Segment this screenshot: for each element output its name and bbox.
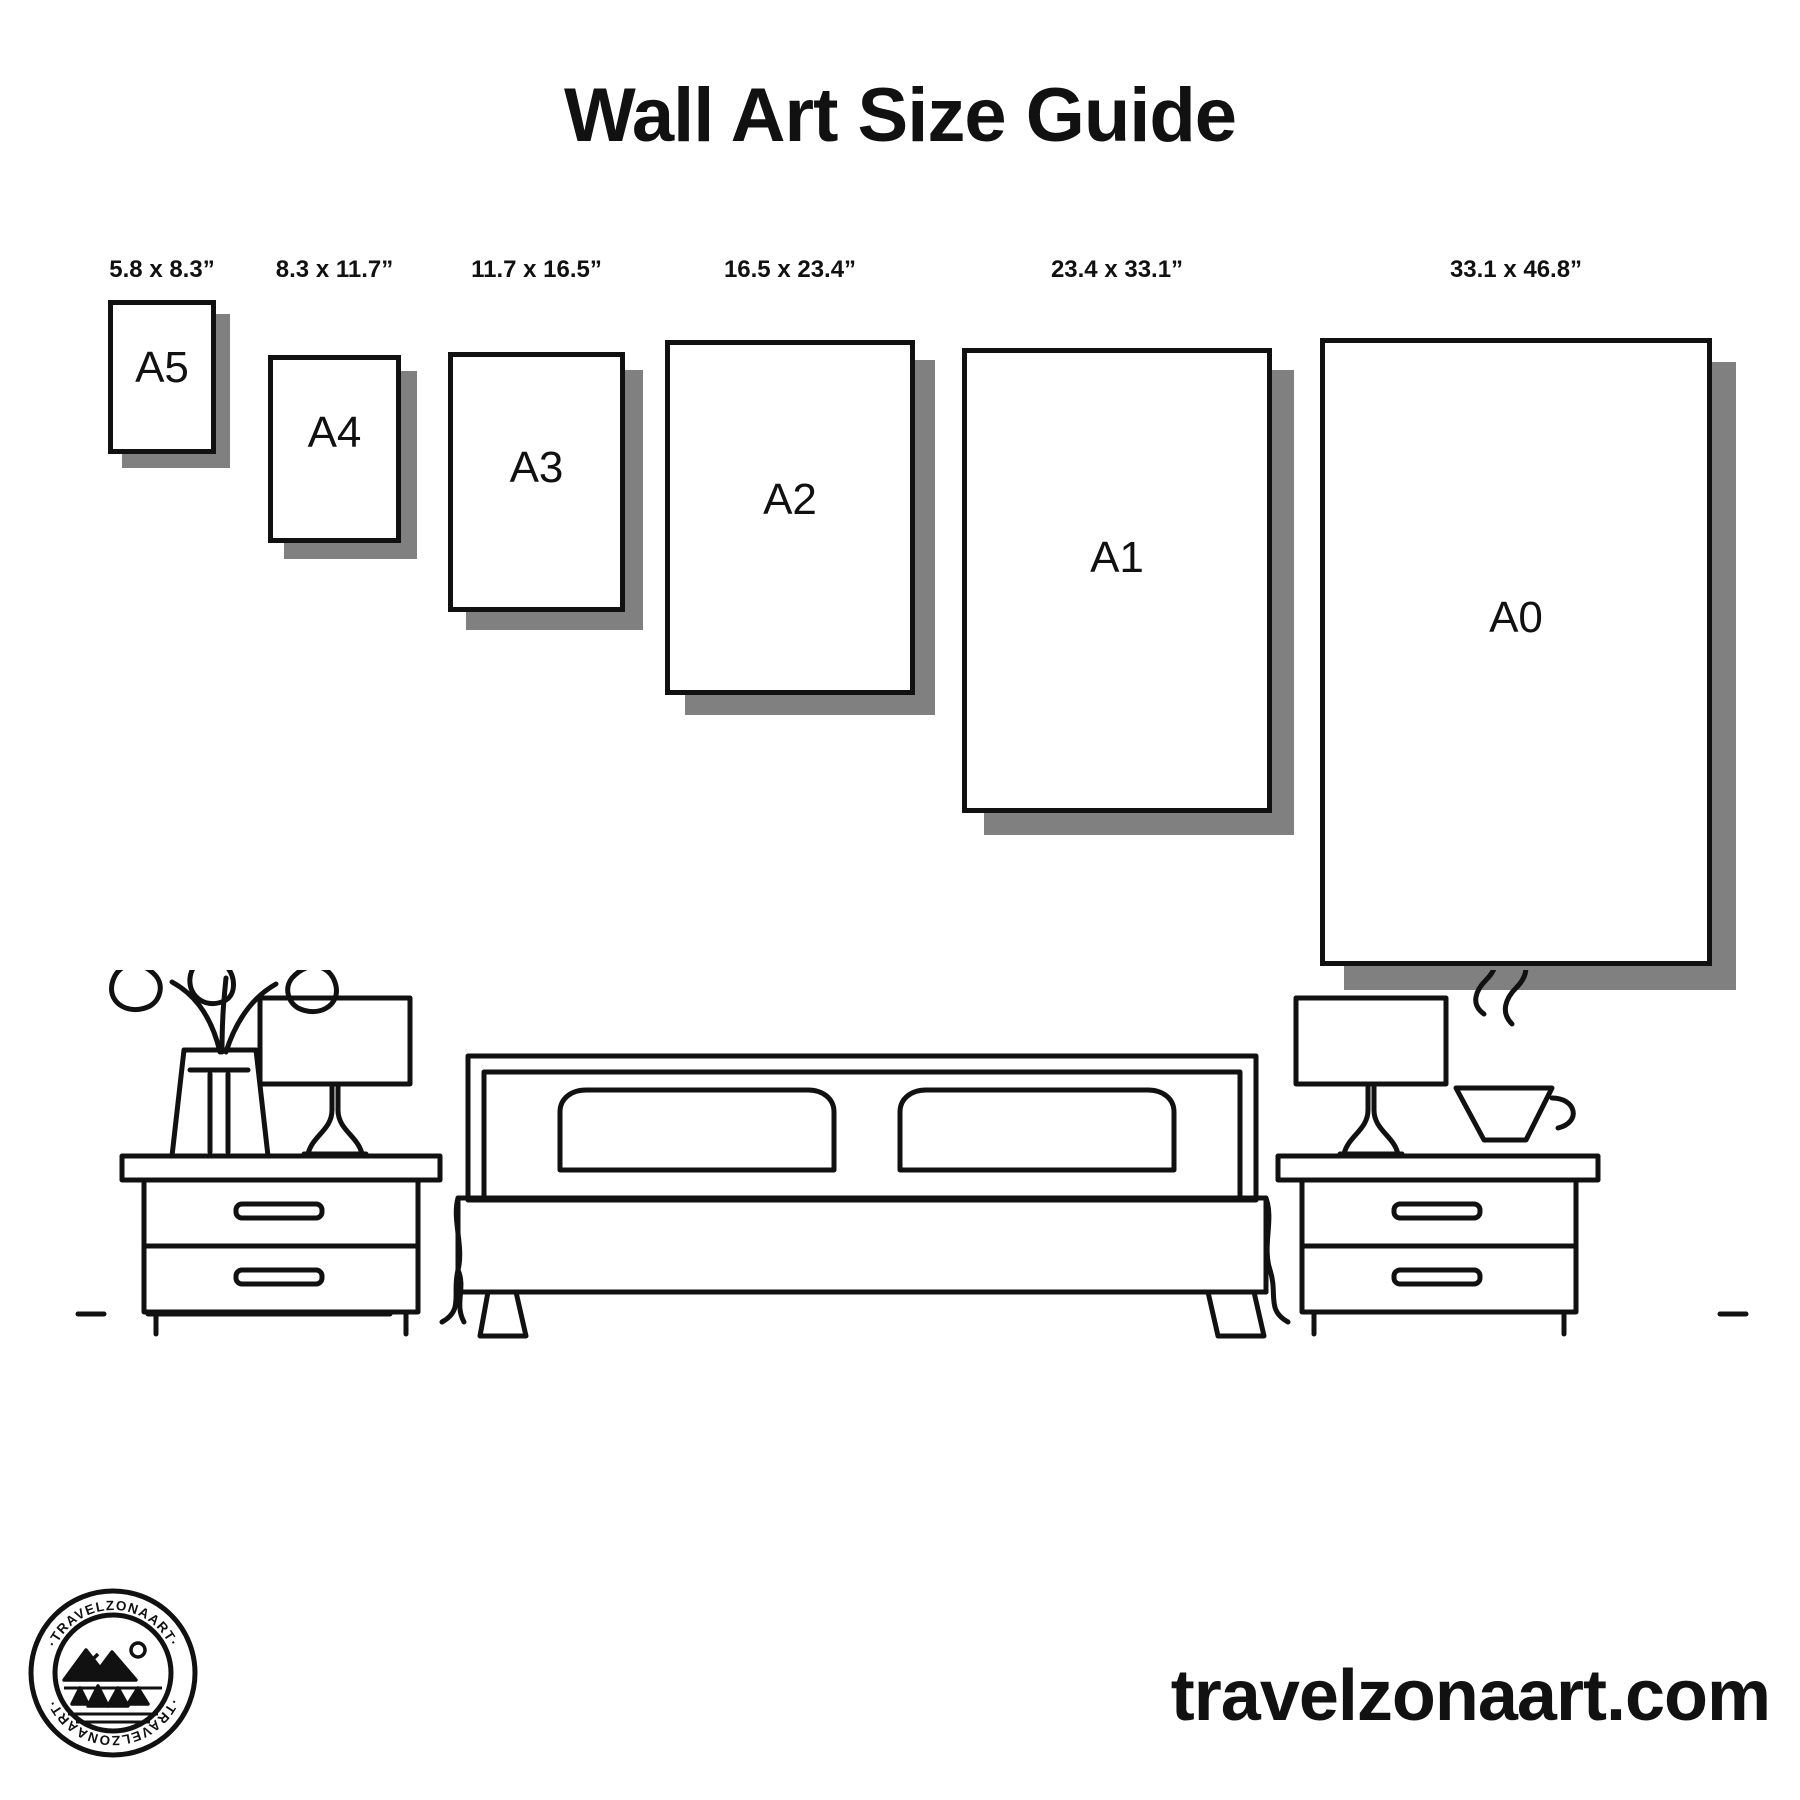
frame-group-a0	[1320, 256, 1712, 966]
logo-text-top: ·TRAVELZONAART·	[44, 1597, 182, 1650]
frame-box-a0[interactable]	[1320, 338, 1712, 966]
frame-label-a4: A4	[307, 408, 362, 457]
bedroom-scene	[60, 970, 1760, 1390]
frame-box-a3[interactable]	[448, 352, 625, 612]
table-lamp-left	[260, 998, 410, 1154]
brand-logo[interactable]	[28, 1588, 198, 1758]
frame-dimension-a1: 23.4 x 33.1”	[1050, 256, 1184, 283]
bed	[442, 1056, 1288, 1336]
frame-dimension-a2: 16.5 x 23.4”	[723, 256, 857, 283]
frame-dimension-a3: 11.7 x 16.5”	[471, 256, 602, 283]
frame-label-a2: A2	[763, 475, 817, 524]
website-url[interactable]: travelzonaart.com	[1170, 1656, 1770, 1736]
coffee-cup	[1456, 970, 1573, 1140]
frame-group-a3	[448, 256, 625, 612]
frame-label-a3: A3	[509, 443, 564, 492]
frame-dimension-a0: 33.1 x 46.8”	[1449, 256, 1583, 283]
page-title: Wall Art Size Guide	[563, 73, 1237, 158]
frame-group-a4	[268, 256, 401, 543]
frame-box-a5[interactable]	[108, 300, 216, 454]
logo-landscape	[64, 1643, 162, 1722]
frame-group-a2	[665, 256, 915, 695]
frame-group-a5	[108, 256, 216, 454]
frame-box-a2[interactable]	[665, 340, 915, 695]
nightstand-left	[122, 1156, 440, 1334]
frame-box-a4[interactable]	[268, 355, 401, 543]
frame-dimension-a5: 5.8 x 8.3”	[109, 256, 215, 283]
frame-label-a1: A1	[1090, 533, 1144, 582]
logo-text-bottom: ·TRAVELZONAART·	[44, 1696, 182, 1749]
frame-group-a1	[962, 256, 1272, 813]
table-lamp-right	[1296, 998, 1446, 1154]
frame-box-a1[interactable]	[962, 348, 1272, 813]
frame-label-a5: A5	[135, 343, 189, 392]
frame-dimension-a4: 8.3 x 11.7”	[275, 256, 394, 283]
frame-label-a0: A0	[1489, 593, 1543, 642]
nightstand-right	[1278, 1156, 1598, 1334]
